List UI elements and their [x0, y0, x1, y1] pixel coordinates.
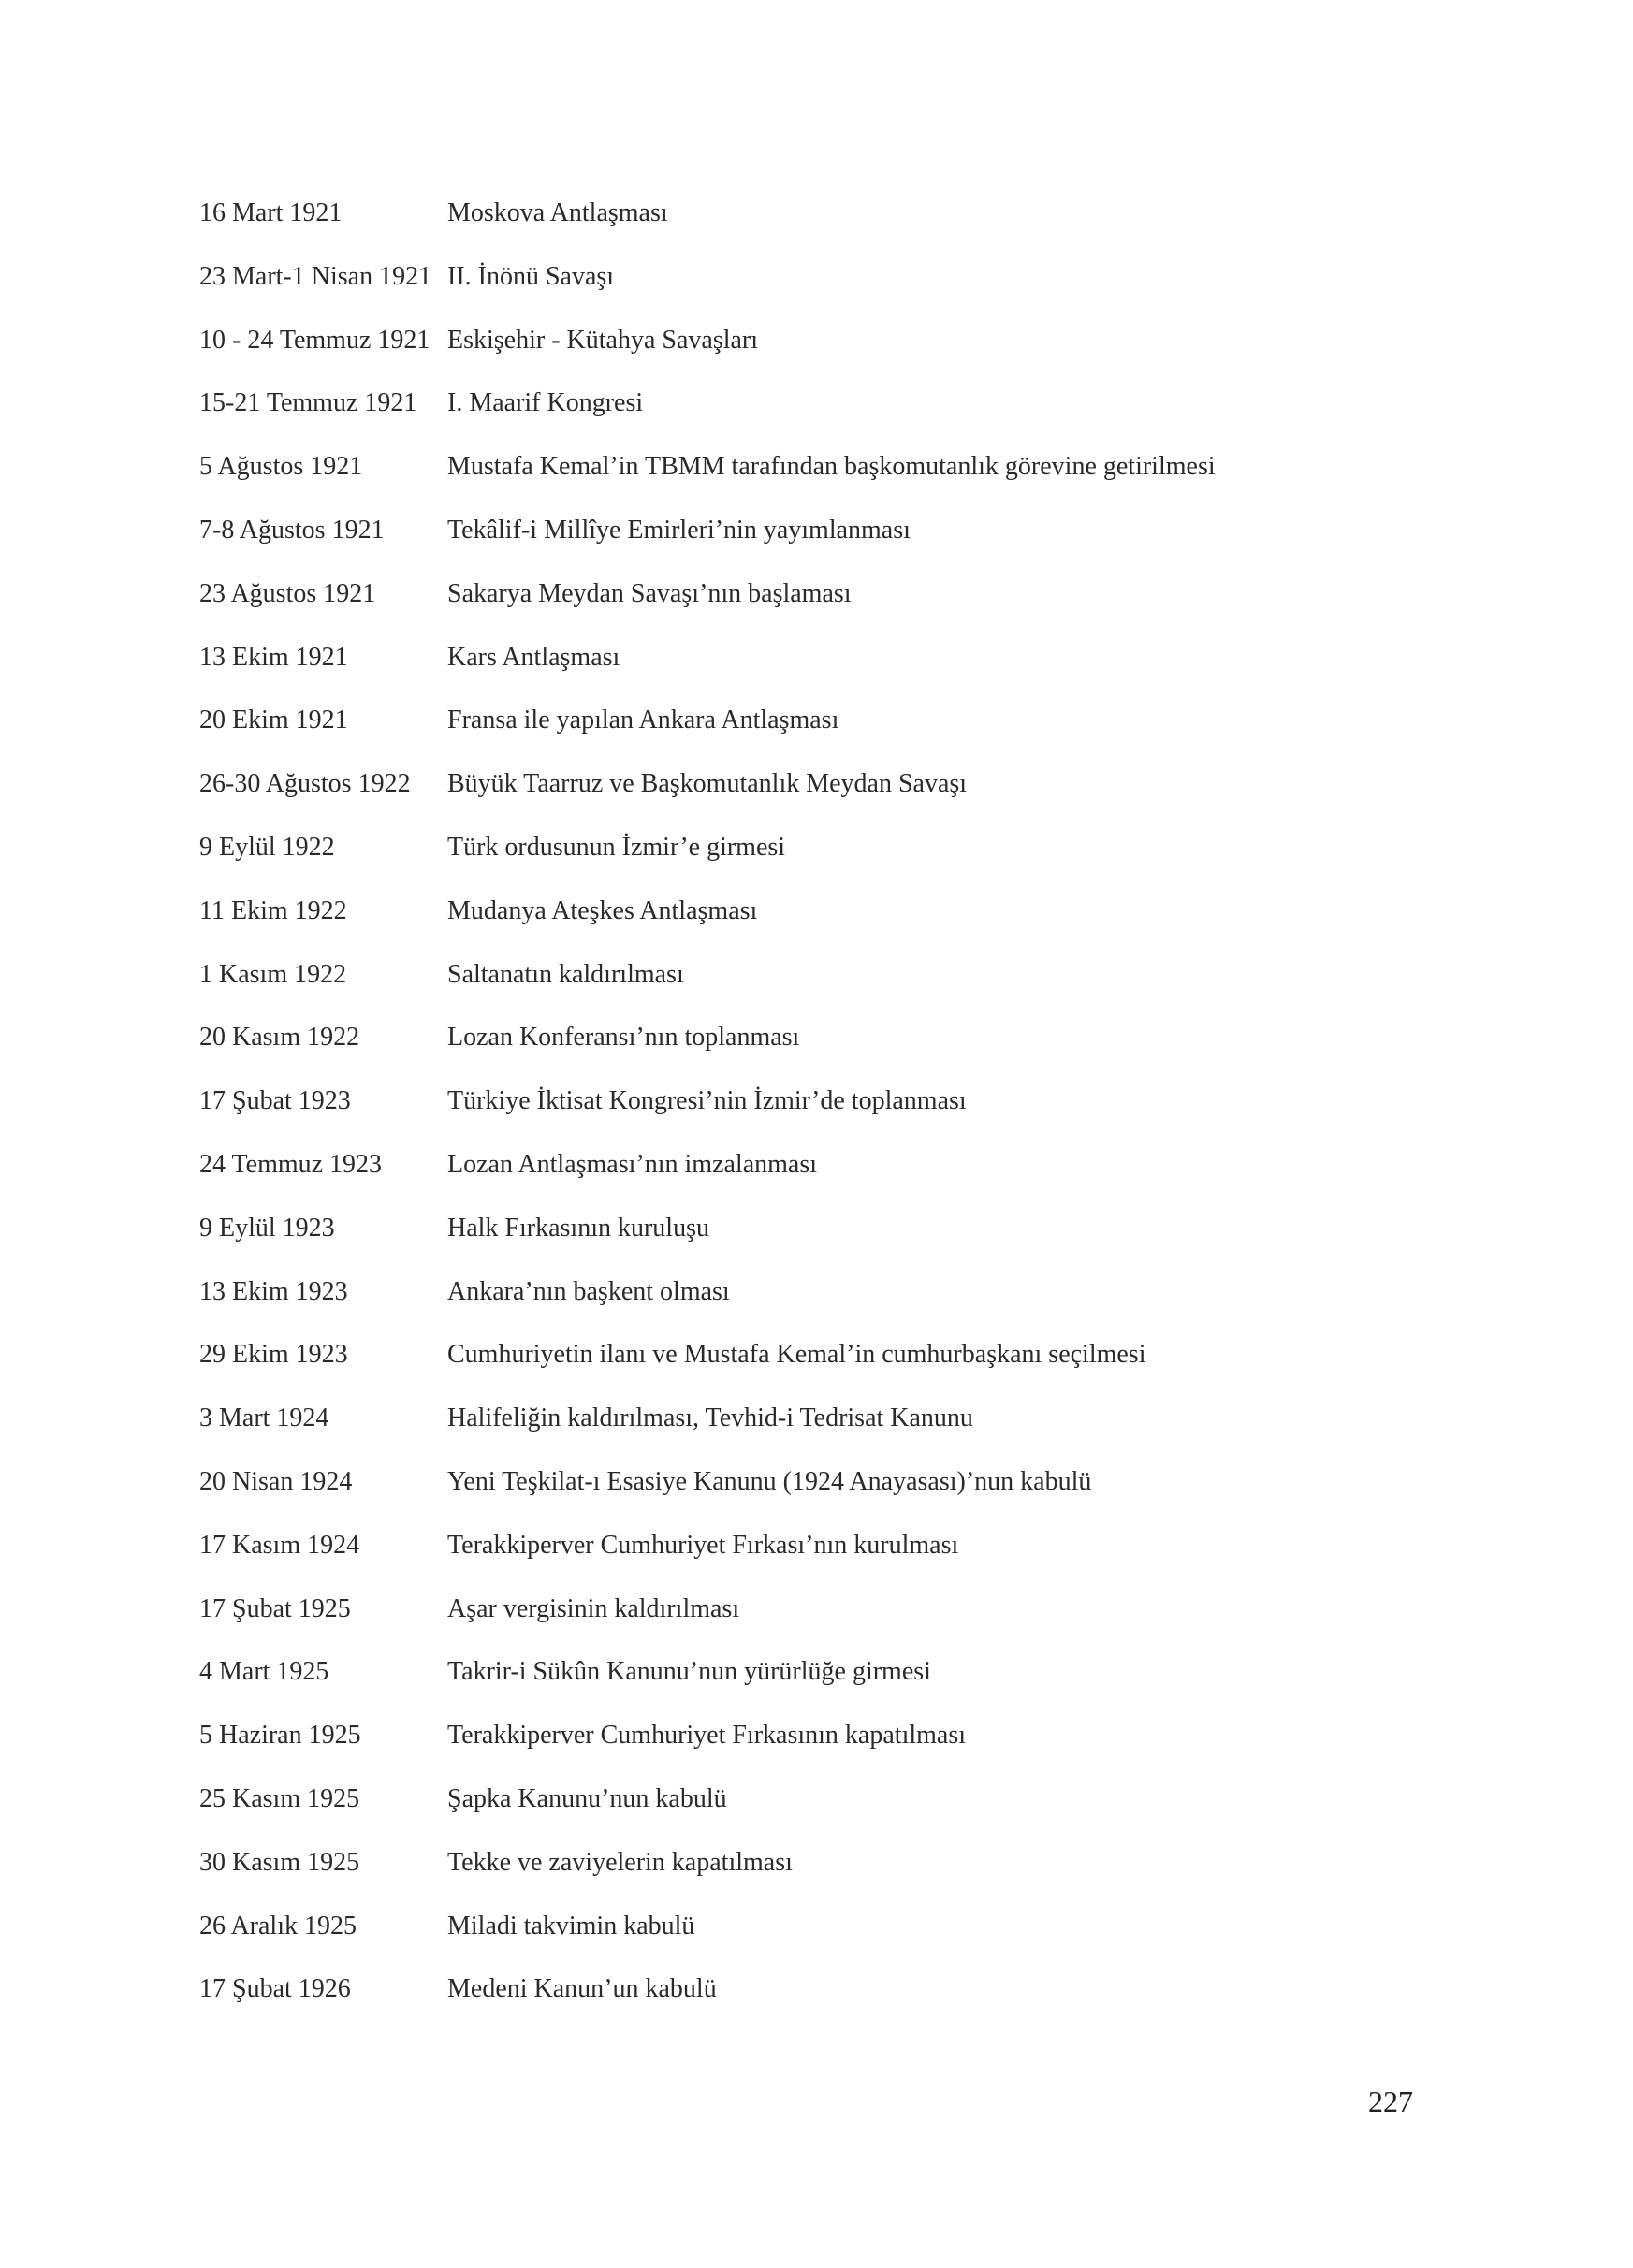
- entry-date: 24 Temmuz 1923: [199, 1149, 383, 1179]
- entry-event: Mudanya Ateşkes Antlaşması: [447, 895, 758, 925]
- entry-date: 11 Ekim 1922: [199, 895, 347, 925]
- entry-date: 9 Eylül 1923: [199, 1213, 335, 1243]
- chronology-row: [199, 635, 1509, 699]
- chronology-row: [199, 1460, 1509, 1523]
- entry-date: 9 Eylül 1922: [199, 832, 335, 862]
- chronology-row: [199, 1079, 1509, 1142]
- entry-date: 1 Kasım 1922: [199, 959, 347, 989]
- chronology-row: [199, 1142, 1509, 1206]
- entry-event: Ankara’nın başkent olması: [447, 1276, 730, 1306]
- entry-event: Takrir-i Sükûn Kanunu’nun yürürlüğe girmesi: [447, 1657, 931, 1687]
- chronology-row: [199, 1015, 1509, 1079]
- entry-event: I. Maarif Kongresi: [447, 388, 644, 418]
- chronology-row: [199, 318, 1509, 382]
- chronology-row: [199, 1523, 1509, 1587]
- entry-event: Kars Antlaşması: [447, 642, 620, 672]
- entry-date: 15-21 Temmuz 1921: [199, 388, 417, 418]
- entry-date: 20 Nisan 1924: [199, 1466, 353, 1496]
- entry-event: Lozan Antlaşması’nın imzalanması: [447, 1149, 818, 1179]
- chronology-row: [199, 1713, 1509, 1777]
- entry-event: Miladi takvimin kabulü: [447, 1911, 695, 1941]
- entry-date: 7-8 Ağustos 1921: [199, 515, 385, 545]
- chronology-row: [199, 381, 1509, 444]
- chronology-row: [199, 1396, 1509, 1460]
- entry-date: 13 Ekim 1921: [199, 642, 348, 672]
- entry-event: Mustafa Kemal’in TBMM tarafından başkomutanlık görevine getirilmesi: [447, 452, 1216, 482]
- entry-event: Şapka Kanunu’nun kabulü: [447, 1783, 727, 1813]
- entry-event: Fransa ile yapılan Ankara Antlaşması: [447, 705, 839, 735]
- chronology-row: [199, 1840, 1509, 1904]
- entry-event: Türk ordusunun İzmir’e girmesi: [447, 832, 786, 862]
- entry-event: Moskova Antlaşması: [447, 198, 668, 227]
- entry-date: 16 Mart 1921: [199, 198, 343, 227]
- page-number: 227: [1368, 2085, 1413, 2118]
- entry-event: II. İnönü Savaşı: [447, 261, 615, 291]
- chronology-row: [199, 952, 1509, 1016]
- chronology-row: [199, 698, 1509, 762]
- entry-event: Büyük Taarruz ve Başkomutanlık Meydan Savaşı: [447, 769, 968, 799]
- entry-date: 23 Ağustos 1921: [199, 578, 376, 608]
- entry-event: Eskişehir - Kütahya Savaşları: [447, 325, 759, 355]
- entry-date: 10 - 24 Temmuz 1921: [199, 325, 430, 355]
- entry-event: Sakarya Meydan Savaşı’nın başlaması: [447, 578, 852, 608]
- entry-event: Aşar vergisinin kaldırılması: [447, 1593, 740, 1623]
- entry-date: 5 Haziran 1925: [199, 1721, 361, 1751]
- chronology-row: [199, 1270, 1509, 1333]
- chronology-row: [199, 444, 1509, 508]
- chronology-row: [199, 1587, 1509, 1650]
- entry-event: Halk Fırkasının kuruluşu: [447, 1213, 709, 1243]
- entry-date: 17 Şubat 1925: [199, 1593, 351, 1623]
- chronology-row: [199, 1332, 1509, 1396]
- entry-event: Terakkiperver Cumhuriyet Fırkası’nın kurulması: [447, 1530, 959, 1560]
- entry-date: 25 Kasım 1925: [199, 1783, 360, 1813]
- entry-event: Lozan Konferansı’nın toplanması: [447, 1023, 800, 1053]
- entry-date: 26-30 Ağustos 1922: [199, 769, 411, 799]
- entry-date: 23 Mart-1 Nisan 1921: [199, 261, 432, 291]
- entry-date: 30 Kasım 1925: [199, 1847, 360, 1877]
- chronology-row: [199, 508, 1509, 572]
- chronology-row: [199, 1904, 1509, 1968]
- entry-date: 17 Kasım 1924: [199, 1530, 360, 1560]
- chronology-row: [199, 1967, 1509, 2030]
- chronology-row: [199, 1650, 1509, 1713]
- entry-event: Tekâlif-i Millîye Emirleri’nin yayımlanması: [447, 515, 911, 545]
- entry-date: 3 Mart 1924: [199, 1403, 329, 1433]
- chronology-row: [199, 762, 1509, 825]
- chronology-row: [199, 254, 1509, 318]
- entry-date: 17 Şubat 1926: [199, 1974, 351, 2004]
- entry-date: 26 Aralık 1925: [199, 1911, 357, 1941]
- entry-date: 29 Ekim 1923: [199, 1340, 348, 1370]
- entry-date: 17 Şubat 1923: [199, 1086, 351, 1116]
- entry-date: 20 Kasım 1922: [199, 1023, 360, 1053]
- chronology-row: [199, 1206, 1509, 1270]
- entry-date: 4 Mart 1925: [199, 1657, 329, 1687]
- entry-event: Halifeliğin kaldırılması, Tevhid-i Tedrisat Kanunu: [447, 1403, 973, 1433]
- entry-event: Terakkiperver Cumhuriyet Fırkasının kapatılması: [447, 1721, 967, 1751]
- entry-event: Cumhuriyetin ilanı ve Mustafa Kemal’in cumhurbaşkanı seçilmesi: [447, 1340, 1146, 1370]
- chronology-row: [199, 825, 1509, 889]
- entry-event: Saltanatın kaldırılması: [447, 959, 684, 989]
- entry-date: 5 Ağustos 1921: [199, 452, 363, 482]
- entry-event: Tekke ve zaviyelerin kapatılması: [447, 1847, 793, 1877]
- entry-date: 20 Ekim 1921: [199, 705, 348, 735]
- entry-event: Türkiye İktisat Kongresi’nin İzmir’de toplanması: [447, 1086, 967, 1116]
- chronology-row: [199, 889, 1509, 952]
- entry-date: 13 Ekim 1923: [199, 1276, 348, 1306]
- chronology-row: [199, 191, 1509, 254]
- chronology-list: [199, 191, 1509, 2030]
- chronology-row: [199, 1777, 1509, 1840]
- entry-event: Yeni Teşkilat-ı Esasiye Kanunu (1924 Anayasası)’nun kabulü: [447, 1466, 1092, 1496]
- chronology-row: [199, 572, 1509, 635]
- entry-event: Medeni Kanun’un kabulü: [447, 1974, 717, 2004]
